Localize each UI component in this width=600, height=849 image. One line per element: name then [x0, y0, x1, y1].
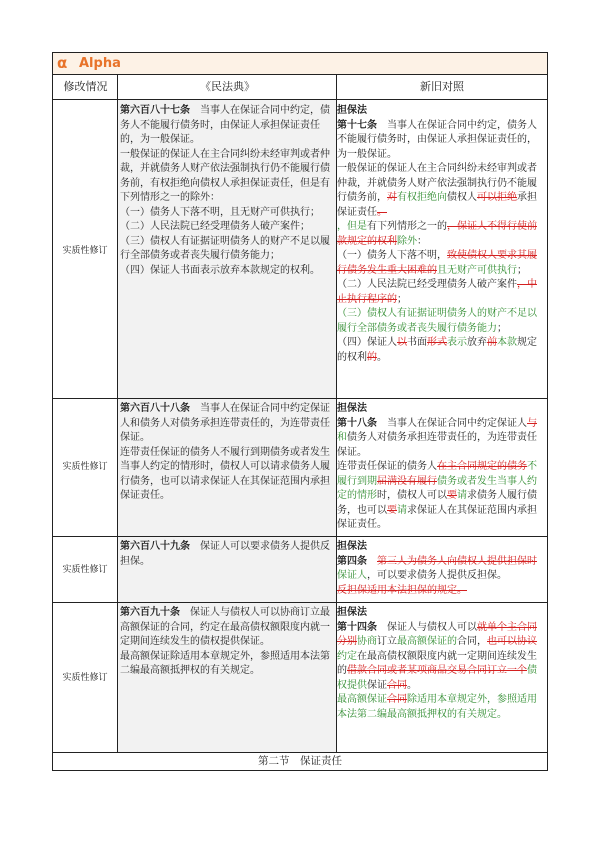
- article-text: ； （二）人民法院已经受理债务人破产案件: [337, 264, 527, 290]
- added-text: 不履行到期: [337, 461, 537, 487]
- deleted-text: 以: [397, 337, 407, 348]
- added-text: 保证人: [337, 570, 367, 581]
- row-change-label: 实质性修订: [62, 565, 108, 575]
- deleted-text: 反担保适用本法担保的规定。: [337, 584, 467, 596]
- deleted-text: 合同: [387, 694, 407, 705]
- added-text: 和: [337, 432, 347, 443]
- article-text: [367, 556, 377, 567]
- article-text: 债权人: [447, 192, 477, 203]
- row-divider: [53, 602, 547, 603]
- civil-code-article-688: [120, 402, 334, 504]
- article-text: 求保证人在其保证范围内承担保证责任。: [337, 504, 537, 530]
- article-number: 担保法 第十八条: [337, 403, 377, 429]
- article-text: 承担保证责任: [337, 192, 537, 218]
- article-text: 保证: [367, 679, 387, 691]
- added-text: 本款: [497, 337, 517, 348]
- deleted-text: 要: [447, 490, 457, 501]
- deleted-text: 也可以协议: [487, 636, 537, 647]
- header-old-new-comparison: 新旧对照: [337, 75, 547, 100]
- article-text: ； （四）保证人: [337, 322, 507, 348]
- added-text: 债权提供: [337, 665, 537, 691]
- article-text: 债务人对债务承担连带责任的，为连带责任保证。 连带责任保证的债务人: [337, 432, 537, 472]
- article-text: 当事人在保证合同中约定，债务人不能履行债务时，由保证人承担保证责任的，为一般保证。 一般保证的保证人在主合同纠纷未经审判或者仲裁，并就债务人财产依法强制执行仍不能履行债务前，: [337, 119, 537, 203]
- article-text: 保证人可以要求债务人提供反担保。: [120, 541, 330, 567]
- row-change-label: 实质性修订: [62, 462, 108, 472]
- header-change-type: 修改情况: [53, 75, 118, 100]
- row-change-label: 实质性修订: [62, 673, 108, 683]
- article-number: 第六百八十九条: [120, 541, 190, 552]
- guarantee-law-article-4: [337, 540, 545, 598]
- added-text: 最高额保证: [337, 694, 387, 705]
- added-text: 约定: [337, 650, 357, 662]
- row-divider: [53, 398, 547, 399]
- brand-name: Alpha: [79, 56, 121, 71]
- article-text: 时，债权人可以: [377, 490, 447, 501]
- civil-code-article-687: [120, 104, 334, 278]
- article-number: 担保法 第十七条: [337, 105, 377, 131]
- deleted-text: 要: [387, 504, 397, 516]
- article-number: 第六百九十条: [120, 607, 180, 618]
- deleted-text: 可以拒绝: [477, 192, 517, 203]
- added-text: 协商: [357, 636, 377, 647]
- article-number: 担保法 第十四条: [337, 607, 377, 633]
- deleted-text: 的: [367, 351, 377, 363]
- divider: [117, 75, 118, 753]
- article-text: 保证人与债权人可以: [377, 621, 477, 633]
- article-number: 第四条: [337, 555, 367, 567]
- article-number: 第六百八十八条: [120, 403, 190, 414]
- added-text: ，但是: [337, 221, 367, 232]
- article-text: 。: [407, 679, 417, 691]
- civil-code-article-689: [120, 540, 334, 569]
- alpha-logo-icon: α: [57, 54, 68, 72]
- article-text: 。: [377, 351, 387, 363]
- added-text: （三）债权人有证据证明债务人的财产不足以履行全部债务或者丧失履行债务能力: [337, 308, 537, 334]
- deleted-text: 致使债权人要求其履行债务发生重大困难的: [337, 250, 537, 276]
- article-text: 保证人与债权人可以协商订立最高额保证的合同，约定在最高债权额限度内就一定期间连续发生的债权提供保证。 最高额保证除适用本章规定外，参照适用本法第二编最高额抵押权的有关规定。: [120, 607, 330, 676]
- guarantee-law-article-18: [337, 402, 545, 533]
- guarantee-law-article-17: [337, 104, 545, 365]
- article-text: 放弃: [467, 337, 487, 348]
- added-text: 且无财产可供执行: [437, 264, 517, 276]
- section-heading: 第二节 保证责任: [258, 755, 342, 767]
- added-text: 有权拒绝向: [397, 192, 447, 203]
- article-text: 求债务人履行债务，也可以: [337, 490, 537, 516]
- article-text: ： （一）债务人下落不明，: [337, 235, 447, 261]
- added-text: 请: [397, 504, 407, 516]
- deleted-text: 就单个主合同分别: [337, 621, 537, 647]
- added-text: 债务或者发生当事人约定的情形: [337, 475, 537, 501]
- deleted-text: 与: [527, 417, 537, 429]
- article-text: 当事人在保证合同中约定保证人和债务人对债务承担连带责任的，为连带责任保证。 连带责任保证的债务人不履行到期债务或者发生当事人约定的情形时，债权人可以请求债务人履行债务，也可以请求保证人在其保证范围内承担保证责任。: [120, 403, 330, 501]
- added-text: 除外: [397, 235, 417, 247]
- header-civil-code: 《民法典》: [118, 75, 337, 100]
- added-text: 表示: [447, 337, 467, 348]
- article-text: 规定的权利: [337, 337, 537, 363]
- article-text: 书面: [407, 337, 427, 348]
- article-number: 第六百八十七条: [120, 105, 190, 116]
- article-text: 有下列情形之一的: [367, 221, 447, 232]
- brand-bar: [53, 53, 547, 75]
- article-text: 当事人在保证合同中约定，债务人不能履行债务时，由保证人承担保证责任的，为一般保证。 一般保证的保证人在主合同纠纷未经审判或者仲裁，并就债务人财产依法强制执行仍不能履行债务前，有权拒绝向债权人承担保证责任，但是有下列情形之一的除外： （一）债务人下落不明，且无财产可供执行； （二）人民法院已经受理债务人破产案件； （三）债权人有证据证明债务人的财产不足以履行全部债务或者丧失履行债务能力； （四）保证人书面表示放弃本款规定的权利。: [120, 105, 330, 276]
- guarantee-law-article-14: [337, 606, 545, 722]
- added-text: 除适用本章规定外，参照适用本法第二编最高额抵押权的有关规定。: [337, 694, 537, 720]
- deleted-text: ，保证人不得行使前款规定的权利: [337, 221, 537, 247]
- row-divider: [53, 536, 547, 537]
- deleted-text: 在主合同规定的债务: [437, 461, 527, 472]
- deleted-text: 对: [387, 192, 397, 203]
- article-text: 合同，: [457, 636, 487, 647]
- article-text: 在最高债权额限度内就一定期间连续发生的: [337, 650, 537, 676]
- article-text: ；: [397, 293, 407, 305]
- added-text: 最高额保证的: [397, 636, 457, 647]
- article-text: ，可以要求债务人提供反担保。: [367, 570, 507, 581]
- deleted-text: 合同: [387, 679, 407, 691]
- civil-code-article-690: [120, 606, 334, 679]
- comparison-table: [52, 52, 548, 771]
- deleted-text: 。: [377, 206, 387, 218]
- deleted-text: ，中止执行程序的: [337, 279, 537, 305]
- article-text: 订立: [377, 636, 397, 647]
- deleted-text: 前: [487, 337, 497, 348]
- deleted-text: 形式: [427, 337, 447, 348]
- deleted-text: 届满没有履行: [377, 475, 437, 487]
- deleted-text: 借款合同或者某项商品交易合同订立一个: [347, 665, 527, 676]
- row-change-label: 实质性修订: [62, 246, 108, 256]
- article-number: 担保法: [337, 541, 367, 552]
- added-text: 请: [457, 490, 467, 501]
- article-text: 当事人在保证合同中约定保证人: [377, 417, 527, 429]
- deleted-text: 第三人为债务人向债权人提供担保时: [377, 555, 537, 567]
